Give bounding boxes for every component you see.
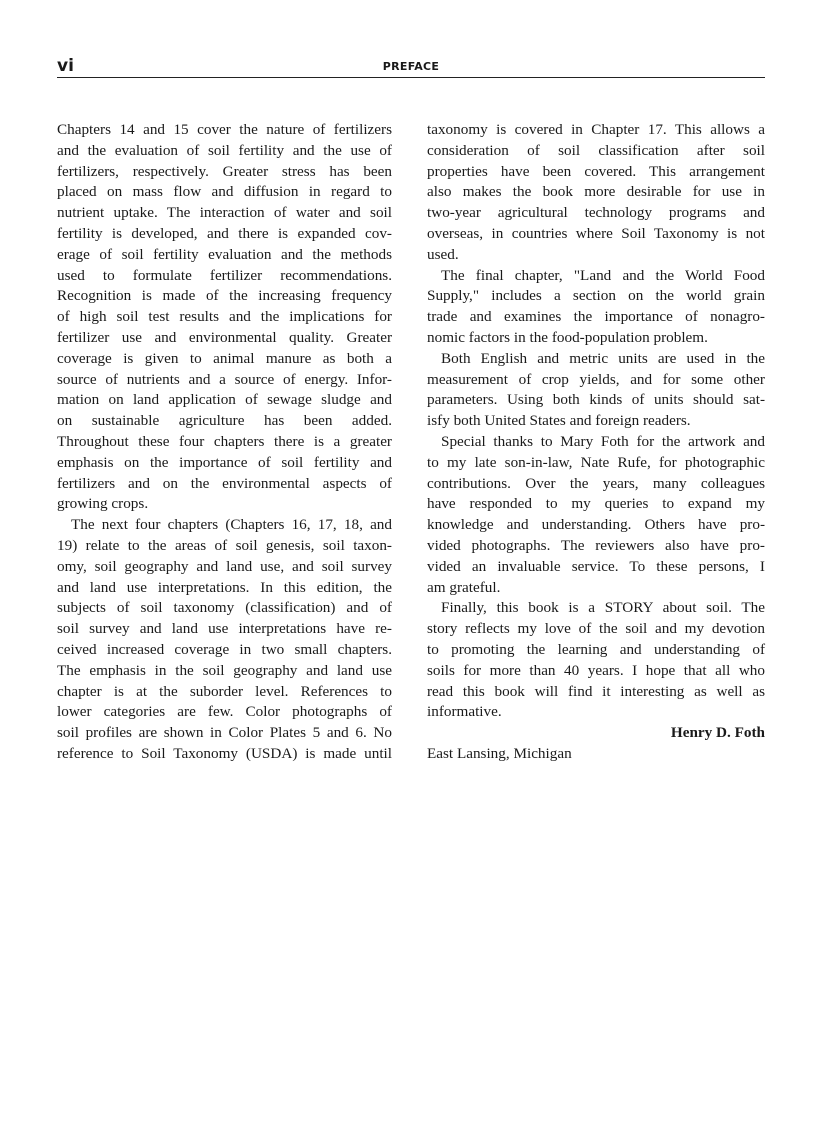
text-line: on sustainable agriculture has been added.	[57, 412, 392, 430]
text-line: of high soil test results and the implications for	[57, 308, 392, 326]
text-line: overseas, in countries where Soil Taxonomy is not	[427, 224, 765, 242]
text-line: The final chapter, "Land and the World Food	[441, 266, 765, 284]
text-line: Recognition is made of the increasing frequency	[57, 287, 392, 305]
page-number: vi	[57, 56, 74, 76]
text-line: two-year agricultural technology programs and	[427, 204, 765, 222]
text-line: consideration of soil classification after soil	[427, 141, 765, 159]
text-line: and the evaluation of soil fertility and the use of	[57, 141, 392, 159]
text-line: vided photographs. The reviewers also have pro-	[427, 536, 765, 554]
text-line: soil profiles are shown in Color Plates 5 and 6. No	[57, 724, 392, 742]
page-header	[57, 55, 765, 78]
text-line: The next four chapters (Chapters 16, 17, 18, and	[71, 516, 392, 534]
text-line: ceived increased coverage in two small chapters.	[57, 640, 392, 658]
text-line: 19) relate to the areas of soil genesis, soil taxon-	[57, 536, 392, 554]
text-line: growing crops.	[57, 495, 149, 513]
text-line: nomic factors in the food-population problem.	[427, 328, 708, 346]
text-line: parameters. Using both kinds of units should sat-	[427, 391, 765, 409]
text-line: Throughout these four chapters there is a greater	[57, 432, 392, 450]
text-line: story reflects my love of the soil and my devotion	[427, 620, 765, 638]
text-line: used.	[427, 245, 459, 263]
text-line: coverage is given to animal manure as both a	[57, 349, 392, 367]
text-line: source of nutrients and a source of energy. Infor-	[57, 370, 392, 388]
text-line: lower categories are few. Color photographs of	[57, 703, 392, 721]
text-line: mation on land application of sewage sludge and	[57, 391, 392, 409]
text-line: placed on mass flow and diffusion in regard to	[57, 183, 392, 201]
text-line: Special thanks to Mary Foth for the artwork and	[441, 432, 765, 450]
text-line: trade and examines the importance of nonagro-	[427, 308, 765, 326]
text-line: erage of soil fertility evaluation and the methods	[57, 245, 392, 263]
text-line: am grateful.	[427, 578, 501, 596]
text-line: properties have been covered. This arrangement	[427, 162, 765, 180]
text-line: fertility is developed, and there is expanded cov-	[57, 224, 392, 242]
text-line: fertilizers and on the environmental aspects of	[57, 474, 392, 492]
text-line: The emphasis in the soil geography and land use	[57, 661, 392, 679]
text-line: read this book will find it interesting as well as	[427, 682, 765, 700]
text-line: Supply," includes a section on the world grain	[427, 287, 765, 305]
text-line: have responded to my queries to expand my	[427, 495, 765, 513]
text-line: also makes the book more desirable for use in	[427, 183, 765, 201]
text-line: contributions. Over the years, many colleagues	[427, 474, 765, 492]
text-line: informative.	[427, 703, 502, 721]
text-line: measurement of crop yields, and for some other	[427, 370, 765, 388]
author-signature: Henry D. Foth	[670, 724, 765, 742]
text-line: Finally, this book is a STORY about soil. The	[441, 599, 765, 617]
text-line: omy, soil geography and land use, and soil survey	[57, 557, 392, 575]
text-line: used to formulate fertilizer recommendations.	[57, 266, 392, 284]
text-line: vided an invaluable service. To these persons, I	[427, 557, 765, 575]
text-line: taxonomy is covered in Chapter 17. This allows a	[427, 121, 765, 138]
text-line: Chapters 14 and 15 cover the nature of fertilizers	[57, 121, 392, 138]
text-line: to my late son-in-law, Nate Rufe, for photographic	[427, 453, 765, 471]
text-line: isfy both United States and foreign readers.	[427, 412, 691, 430]
text-line: fertilizer use and environmental quality. Greater	[57, 328, 392, 346]
text-line: chapter is at the suborder level. References to	[57, 682, 392, 700]
text-line: subjects of soil taxonomy (classification) and of	[57, 599, 392, 617]
text-line: nutrient uptake. The interaction of water and soil	[57, 204, 392, 222]
left-column	[57, 120, 392, 765]
text-line: soil survey and land use interpretations have re-	[57, 620, 392, 638]
text-line: to promoting the learning and understanding of	[427, 640, 765, 658]
text-line: soils for more than 40 years. I hope that all who	[427, 661, 765, 679]
right-column	[427, 120, 765, 765]
text-line: knowledge and understanding. Others have pro-	[427, 516, 765, 534]
author-location: East Lansing, Michigan	[427, 744, 572, 762]
text-line: emphasis on the importance of soil fertility and	[57, 453, 392, 471]
text-line: and land use interpretations. In this edition, the	[57, 578, 392, 596]
text-line: fertilizers, respectively. Greater stress has been	[57, 162, 392, 180]
text-line: Both English and metric units are used in the	[441, 349, 765, 367]
running-head: PREFACE	[382, 60, 440, 73]
text-line: reference to Soil Taxonomy (USDA) is made until	[57, 744, 392, 762]
